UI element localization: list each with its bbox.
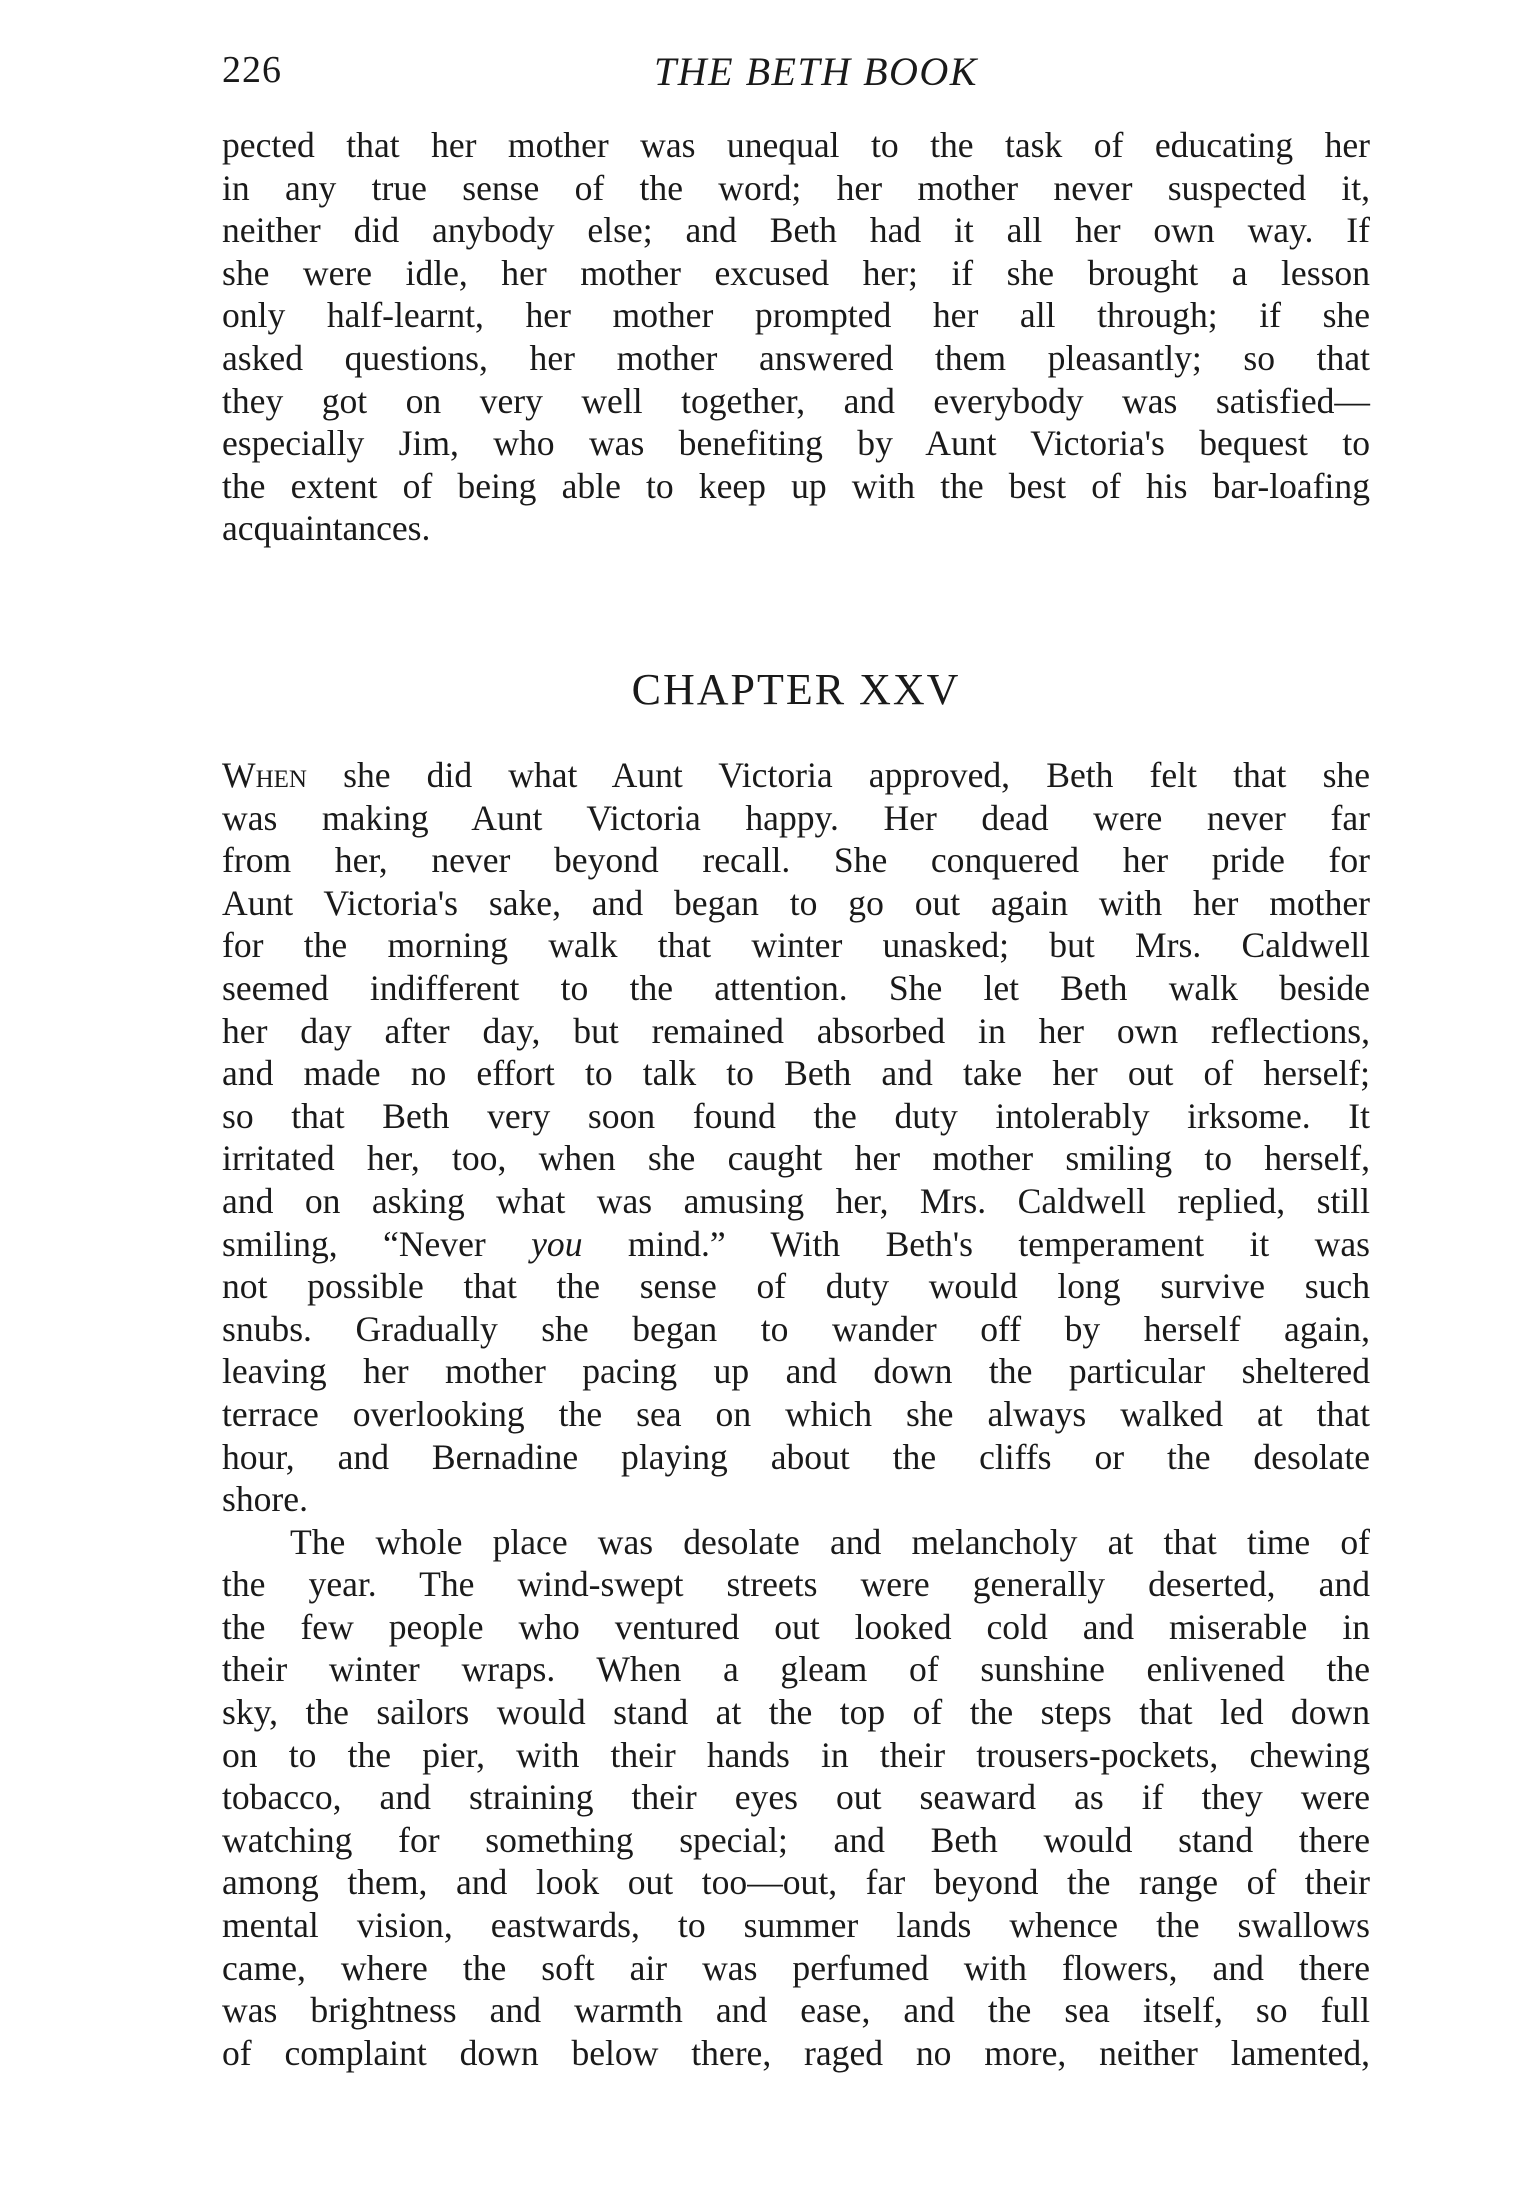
text-line: only half-learnt, her mother prompted her all through; if she xyxy=(222,295,1370,336)
text-line: from her, never beyond recall. She conquered her pride for xyxy=(222,840,1370,881)
chapter-body xyxy=(222,754,1370,2074)
text-line: The whole place was desolate and melancholy at that time of xyxy=(290,1521,1370,1562)
text-line: her day after day, but remained absorbed in her own reflections, xyxy=(222,1010,1370,1051)
text-line: on to the pier, with their hands in their trousers-pockets, chewing xyxy=(222,1734,1370,1775)
text-line xyxy=(222,754,1370,797)
text-line: acquaintances. xyxy=(222,508,431,549)
text-line: was making Aunt Victoria happy. Her dead were never far xyxy=(222,797,1370,838)
running-title: THE BETH BOOK xyxy=(654,49,978,94)
text-line: and made no effort to talk to Beth and take her out of herself; xyxy=(222,1053,1370,1094)
text-line: seemed indifferent to the attention. She let Beth walk beside xyxy=(222,967,1370,1008)
text-line: came, where the soft air was perfumed with flowers, and there xyxy=(222,1947,1370,1988)
text-line xyxy=(222,1223,1370,1266)
text-line: neither did anybody else; and Beth had it all her own way. If xyxy=(222,210,1370,251)
text-line: leaving her mother pacing up and down the particular sheltered xyxy=(222,1351,1370,1392)
text-line: snubs. Gradually she began to wander off by herself again, xyxy=(222,1308,1370,1349)
text-line: pected that her mother was unequal to the task of educating her xyxy=(222,125,1370,165)
text-line: for the morning walk that winter unasked; but Mrs. Caldwell xyxy=(222,925,1370,966)
paragraph-continued xyxy=(222,124,1370,550)
text-line: shore. xyxy=(222,1479,308,1520)
text-line: was brightness and warmth and ease, and the sea itself, so full xyxy=(222,1990,1370,2031)
text-line: tobacco, and straining their eyes out seaward as if they were xyxy=(222,1777,1370,1818)
text-line: asked questions, her mother answered them pleasantly; so that xyxy=(222,337,1370,378)
text-run: smiling, “Never xyxy=(222,1223,532,1264)
text-line: terrace overlooking the sea on which she always walked at that xyxy=(222,1393,1370,1434)
drop-word: When xyxy=(222,755,307,795)
text-line: and on asking what was amusing her, Mrs. Caldwell replied, still xyxy=(222,1180,1370,1221)
text-line: especially Jim, who was benefiting by Aunt Victoria's bequest to xyxy=(222,423,1370,464)
text-line: watching for something special; and Beth would stand there xyxy=(222,1819,1370,1860)
text-line: of complaint down below there, raged no more, neither lamented, xyxy=(222,2032,1370,2073)
text-line: the few people who ventured out looked cold and miserable in xyxy=(222,1606,1370,1647)
text-line: the year. The wind-swept streets were generally deserted, and xyxy=(222,1564,1370,1605)
text-run: she did what Aunt Victoria approved, Beth felt that she xyxy=(306,755,1370,795)
text-line: not possible that the sense of duty would long survive such xyxy=(222,1266,1370,1307)
text-line: mental vision, eastwards, to summer lands whence the swallows xyxy=(222,1905,1370,1946)
text-line: irritated her, too, when she caught her mother smiling to herself, xyxy=(222,1138,1370,1179)
text-line: the extent of being able to keep up with the best of his bar-loafing xyxy=(222,465,1370,506)
text-line: sky, the sailors would stand at the top of the steps that led down xyxy=(222,1692,1370,1733)
text-line: Aunt Victoria's sake, and began to go out again with her mother xyxy=(222,882,1370,923)
text-line: they got on very well together, and everybody was satisfied— xyxy=(222,380,1370,421)
running-head xyxy=(222,48,1370,98)
italic-word: you xyxy=(531,1223,583,1264)
text-line: hour, and Bernadine playing about the cliffs or the desolate xyxy=(222,1436,1370,1477)
text-run: mind.” With Beth's temperament it was xyxy=(582,1223,1371,1264)
text-line: so that Beth very soon found the duty intolerably irksome. It xyxy=(222,1095,1370,1136)
text-line: their winter wraps. When a gleam of sunshine enlivened the xyxy=(222,1649,1370,1690)
text-line: among them, and look out too—out, far beyond the range of their xyxy=(222,1862,1370,1903)
text-line: she were idle, her mother excused her; if she brought a lesson xyxy=(222,252,1370,293)
text-line: in any true sense of the word; her mother never suspected it, xyxy=(222,167,1370,208)
chapter-heading: CHAPTER XXV xyxy=(631,665,961,714)
page-number: 226 xyxy=(222,49,282,91)
